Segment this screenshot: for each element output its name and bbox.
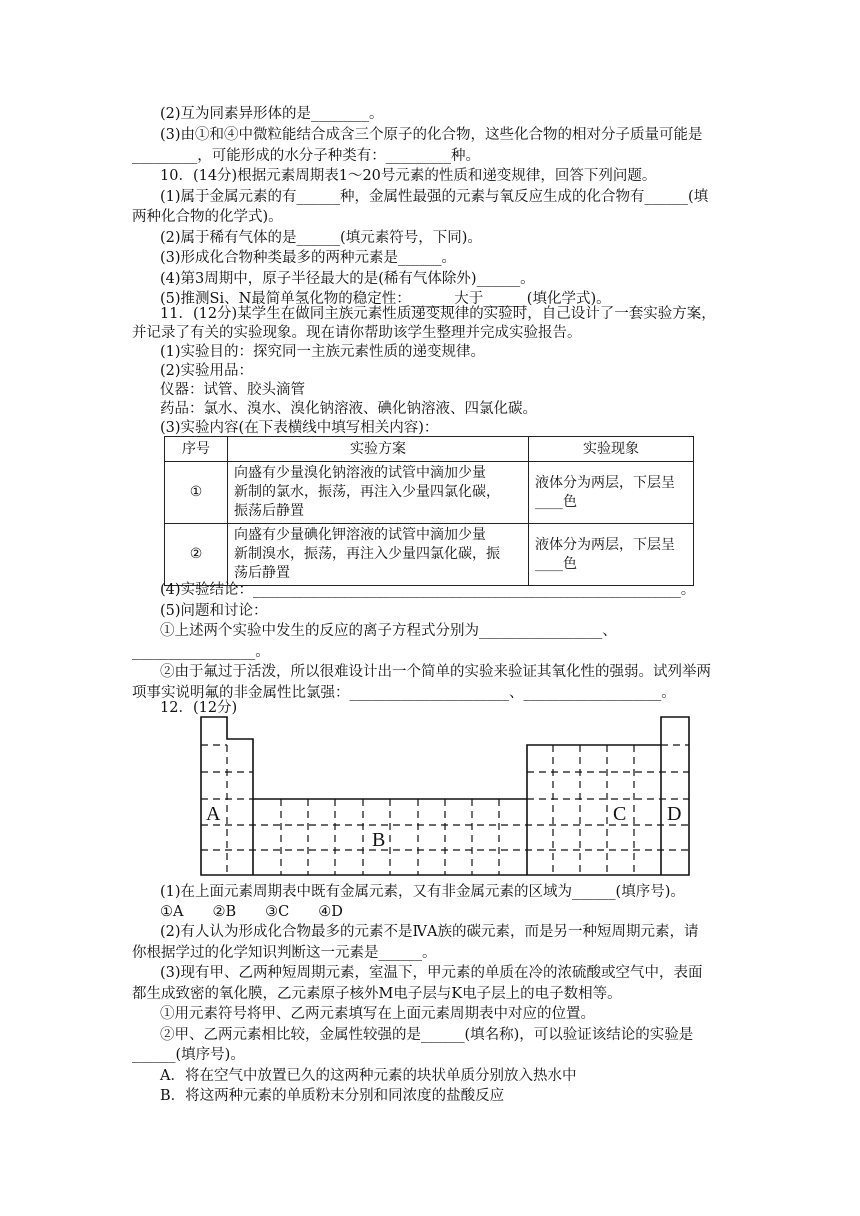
result-line: 液体分为两层，下层呈 bbox=[535, 474, 675, 491]
text-line: 都生成致密的氧化膜，乙元素原子核外M电子层与K电子层上的电子数相等。 bbox=[132, 986, 622, 1002]
row-number: ② bbox=[165, 524, 228, 586]
region-label-c: C bbox=[613, 803, 627, 825]
text-line: 仪器：试管、胶头滴管 bbox=[160, 382, 305, 398]
col-header: 实验方案 bbox=[228, 437, 529, 462]
plan-line: 向盛有少量碘化钾溶液的试管中滴加少量 bbox=[234, 527, 486, 543]
text-line: (3)由①和④中微粒能结合成含三个原子的化合物，这些化合物的相对分子质量可能是 bbox=[160, 127, 703, 143]
text-line: (2)属于稀有气体的是______(填元素符号，下同)。 bbox=[160, 230, 482, 246]
text-line: (5)推测Si、N最简单氢化物的稳定性：______大于______(填化学式)。 bbox=[160, 291, 611, 307]
question-10-heading: 10．(14分)根据元素周期表1～20号元素的性质和递变规律，回答下列问题。 bbox=[160, 168, 657, 184]
plan-line: 新制的氯水，振荡，再注入少量四氯化碳， bbox=[234, 484, 500, 500]
result-cell bbox=[529, 524, 694, 586]
text-line: 项事实说明氟的非金属性比氯强：______________________、___________________。 bbox=[132, 685, 676, 701]
table-row bbox=[165, 524, 694, 586]
col-header: 实验现象 bbox=[529, 437, 694, 462]
text-line: (3)形成化合物种类最多的两种元素是______。 bbox=[160, 250, 457, 266]
plan-cell bbox=[228, 462, 529, 524]
text-line: ②甲、乙两元素相比较，金属性较强的是______(填名称)，可以验证该结论的实验是 bbox=[160, 1027, 694, 1043]
text-line: (2)实验用品： bbox=[160, 363, 254, 379]
text-line: (5)问题和讨论： bbox=[160, 603, 268, 619]
text-line: (1)实验目的：探究同一主族元素性质的递变规律。 bbox=[160, 344, 486, 360]
plan-line: 荡后静置 bbox=[234, 565, 290, 581]
region-label-a: A bbox=[206, 803, 221, 825]
text-line: (3)现有甲、乙两种短周期元素，室温下，甲元素的单质在冷的浓硫酸或空气中，表面 bbox=[160, 965, 703, 981]
result-cell bbox=[529, 462, 694, 524]
option-a: A．将在空气中放置已久的这两种元素的块状单质分别放入热水中 bbox=[160, 1068, 577, 1084]
result-line: ____色 bbox=[535, 493, 577, 510]
option-b: B．将这两种元素的单质粉末分别和同浓度的盐酸反应 bbox=[160, 1088, 505, 1104]
text-line: 你根据学过的化学知识判断这一元素是______。 bbox=[132, 945, 437, 961]
text-line: 并记录了有关的实验现象。现在请你帮助该学生整理并完成实验报告。 bbox=[132, 325, 582, 341]
text-line: ①上述两个实验中发生的反应的离子方程式分别为_________________、 bbox=[160, 623, 617, 639]
text-line: (3)实验内容(在下表横线中填写相关内容)： bbox=[160, 420, 439, 436]
row-number: ① bbox=[165, 462, 228, 524]
plan-cell bbox=[228, 524, 529, 586]
text-line: ②由于氟过于活泼，所以很难设计出一个简单的实验来验证其氧化性的强弱。试列举两 bbox=[160, 664, 711, 680]
region-label-b: B bbox=[372, 829, 386, 851]
text-line: 药品：氯水、溴水、溴化钠溶液、碘化钠溶液、四氯化碳。 bbox=[160, 401, 537, 417]
text-line: (4)第3周期中，原子半径最大的是(稀有气体除外)______。 bbox=[160, 271, 535, 287]
col-header: 序号 bbox=[165, 437, 228, 462]
text-line: (1)在上面元素周期表中既有金属元素，又有非金属元素的区域为______(填序号)。 bbox=[160, 884, 685, 900]
experiment-table bbox=[164, 436, 694, 586]
options-line: ①A ②B ③C ④D bbox=[160, 904, 343, 920]
plan-line: 振荡后静置 bbox=[234, 503, 304, 519]
question-11-heading: 11．(12分)某学生在做同主族元素性质递变规律的实验时，自己设计了一套实验方案， bbox=[160, 306, 716, 322]
plan-line: 新制溴水，振荡，再注入少量四氯化碳，振 bbox=[234, 546, 500, 562]
table-row bbox=[165, 462, 694, 524]
text-line: _________，可能形成的水分子种类有：_________种。 bbox=[132, 148, 480, 164]
result-line: ____色 bbox=[535, 555, 577, 572]
text-line: _________________。 bbox=[132, 644, 270, 660]
region-label-d: D bbox=[667, 803, 682, 825]
text-line: (2)互为同素异形体的是________。 bbox=[160, 106, 384, 122]
text-line: 两种化合物的化学式)。 bbox=[132, 209, 283, 225]
text-line: (2)有人认为形成化合物最多的元素不是ⅣA族的碳元素，而是另一种短周期元素，请 bbox=[160, 924, 699, 940]
plan-line: 向盛有少量溴化钠溶液的试管中滴加少量 bbox=[234, 465, 486, 481]
text-line: ______(填序号)。 bbox=[132, 1047, 245, 1063]
text-line: (4)实验结论：___________________________________________________________。 bbox=[160, 582, 696, 598]
question-12-heading: 12．(12分) bbox=[160, 700, 238, 716]
text-line: ①用元素符号将甲、乙两元素填写在上面元素周期表中对应的位置。 bbox=[160, 1006, 595, 1022]
text-line: (1)属于金属元素的有______种，金属性最强的元素与氧反应生成的化合物有______(填 bbox=[160, 189, 709, 205]
result-line: 液体分为两层，下层呈 bbox=[535, 536, 675, 553]
